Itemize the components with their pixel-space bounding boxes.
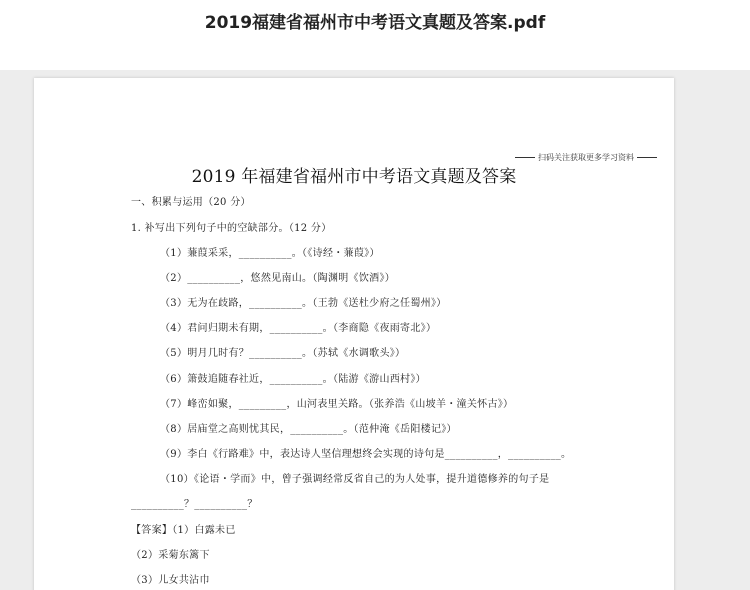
question-item: （9）李白《行路难》中，表达诗人坚信理想终会实现的诗句是__________，__________。 xyxy=(160,449,572,460)
question-item: （7）峰峦如聚，_________，山河表里关路。（张养浩《山坡羊・潼关怀古》） xyxy=(160,399,514,410)
answer-line: （2）采菊东篱下 xyxy=(131,550,210,561)
question-item: （8）居庙堂之高则忧其民，__________。（范仲淹《岳阳楼记》） xyxy=(160,424,457,435)
question-item: （2）__________，悠然见南山。（陶渊明《饮酒》） xyxy=(160,273,396,284)
promo-dash-left xyxy=(515,157,535,158)
viewer-toolbar xyxy=(0,0,750,70)
question-item: （10）《论语・学而》中，曾子强调经常反省自己的为人处事，提升道德修养的句子是 xyxy=(160,474,550,485)
question-item: （6）箫鼓追随春社近，__________。（陆游《游山西村》） xyxy=(160,374,426,385)
question-item: （1）蒹葭采采，__________。（《诗经・蒹葭》） xyxy=(160,248,380,259)
question-item-continuation: __________？__________？ xyxy=(131,499,258,510)
question-prompt: 1. 补写出下列句子中的空缺部分。（12 分） xyxy=(131,223,332,234)
answer-line: 【答案】（1）白露未已 xyxy=(131,525,236,536)
question-item: （4）君问归期未有期，__________。（李商隐《夜雨寄北》） xyxy=(160,323,437,334)
section-heading: 一、积累与运用（20 分） xyxy=(131,197,251,208)
promo-text: 扫码关注获取更多学习资料 xyxy=(538,153,634,162)
file-name-title: 2019福建省福州市中考语文真题及答案.pdf xyxy=(204,13,546,33)
question-item: （3）无为在歧路，__________。（王勃《送杜少府之任蜀州》） xyxy=(160,298,447,309)
question-item: （5）明月几时有？__________。（苏轼《水调歌头》） xyxy=(160,348,406,359)
promo-dash-right xyxy=(637,157,657,158)
document-title: 2019 年福建省福州市中考语文真题及答案 xyxy=(191,167,517,187)
answer-line: （3）儿女共沾巾 xyxy=(131,575,210,586)
document-page xyxy=(34,78,674,590)
